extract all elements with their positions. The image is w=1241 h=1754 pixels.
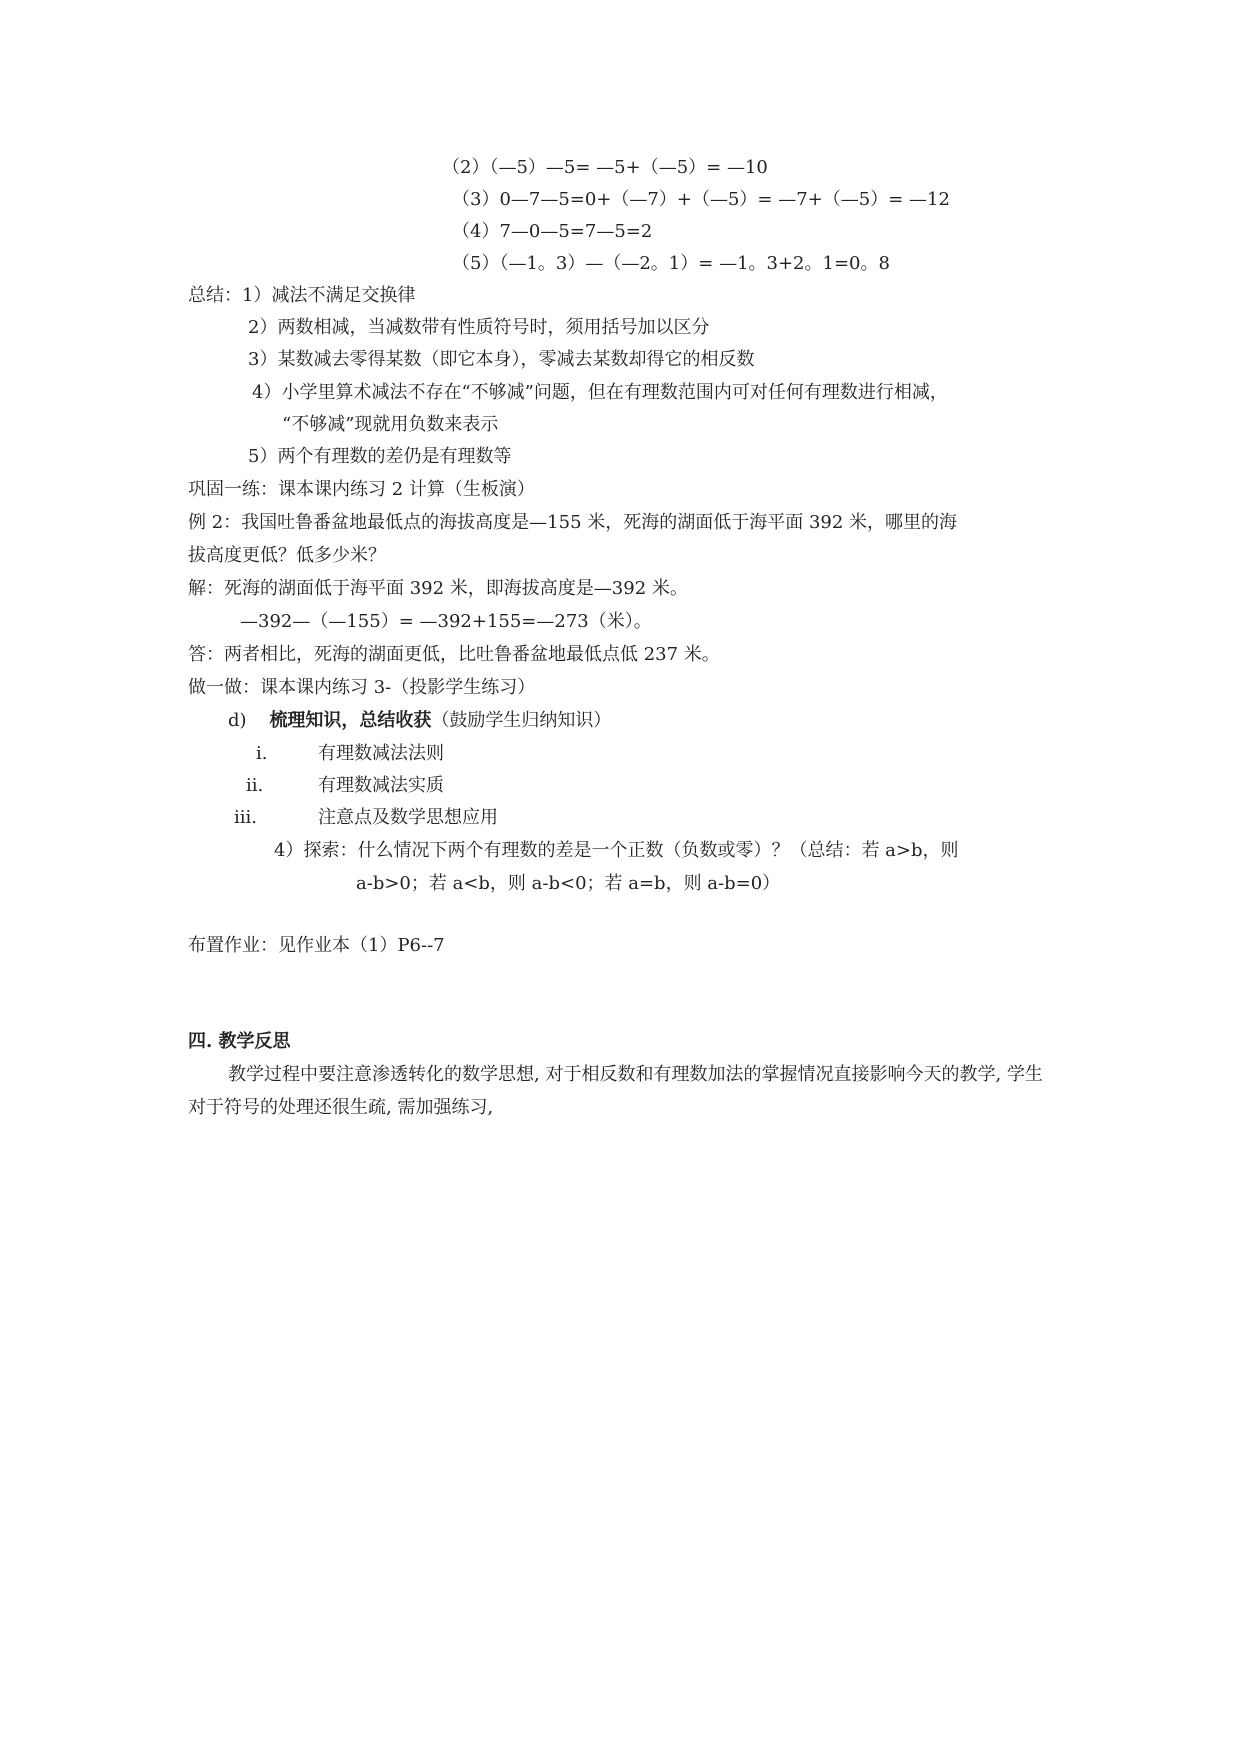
section-note: （鼓励学生归纳知识） bbox=[431, 710, 612, 731]
practice-line: 做一做：课本课内练习 3-（投影学生练习） bbox=[188, 677, 536, 698]
example-line: 例 2：我国吐鲁番盆地最低点的海拔高度是—155 米，死海的湖面低于海平面 392 米，哪里的海 bbox=[188, 512, 958, 533]
section-marker: d) bbox=[228, 710, 247, 731]
equation-line: （5）（—1。3）—（—2。1）= —1。3+2。1=0。8 bbox=[452, 253, 890, 274]
summary-item: 4）小学里算术减法不存在“不够减”问题，但在有理数范围内可对任何有理数进行相减， bbox=[252, 382, 948, 403]
summary-heading: 总结：1）减法不满足交换律 bbox=[188, 285, 416, 306]
answer-line: 答：两者相比，死海的湖面更低，比吐鲁番盆地最低点低 237 米。 bbox=[188, 644, 720, 665]
equation-line: （3）0—7—5=0+（—7）+（—5）= —7+（—5）= —12 bbox=[452, 189, 950, 210]
equation-line: （2）（—5）—5= —5+（—5）= —10 bbox=[442, 157, 768, 178]
list-item: 有理数减法实质 bbox=[318, 775, 444, 796]
reflection-paragraph: 教学过程中要注意渗透转化的数学思想, 对于相反数和有理数加法的掌握情况直接影响今天的教学, 学生对于符号的处理还很生疏, 需加强练习, bbox=[188, 1064, 1043, 1118]
list-item-number: ii. bbox=[246, 775, 264, 796]
summary-item: 3）某数减去零得某数（即它本身），零减去某数却得它的相反数 bbox=[248, 349, 755, 370]
list-item-number: iii. bbox=[234, 807, 257, 828]
section-title: 梳理知识，总结收获 bbox=[269, 710, 432, 731]
section-d-heading bbox=[228, 709, 611, 733]
list-item-number: i. bbox=[256, 743, 268, 764]
homework-line: 布置作业：见作业本（1）P6--7 bbox=[188, 935, 445, 956]
explore-line: a-b>0；若 a<b，则 a-b<0；若 a=b，则 a-b=0） bbox=[356, 873, 781, 894]
equation-line: （4）7—0—5=7—5=2 bbox=[452, 221, 653, 242]
practice-line: 巩固一练：课本课内练习 2 计算（生板演） bbox=[188, 479, 535, 500]
solution-calculation: —392—（—155）= —392+155=—273（米）。 bbox=[240, 611, 652, 632]
example-line: 拔高度更低？低多少米？ bbox=[188, 545, 386, 566]
reflection-heading: 四. 教学反思 bbox=[188, 1031, 291, 1052]
solution-line: 解：死海的湖面低于海平面 392 米，即海拔高度是—392 米。 bbox=[188, 578, 688, 599]
list-item: 有理数减法法则 bbox=[318, 743, 444, 764]
summary-item-continuation: “不够减”现就用负数来表示 bbox=[282, 414, 499, 435]
explore-line: 4）探索：什么情况下两个有理数的差是一个正数（负数或零）？（总结：若 a>b，则 bbox=[274, 840, 959, 861]
summary-item: 2）两数相减，当减数带有性质符号时，须用括号加以区分 bbox=[248, 317, 710, 338]
summary-item: 5）两个有理数的差仍是有理数等 bbox=[248, 446, 512, 467]
list-item: 注意点及数学思想应用 bbox=[318, 807, 498, 828]
